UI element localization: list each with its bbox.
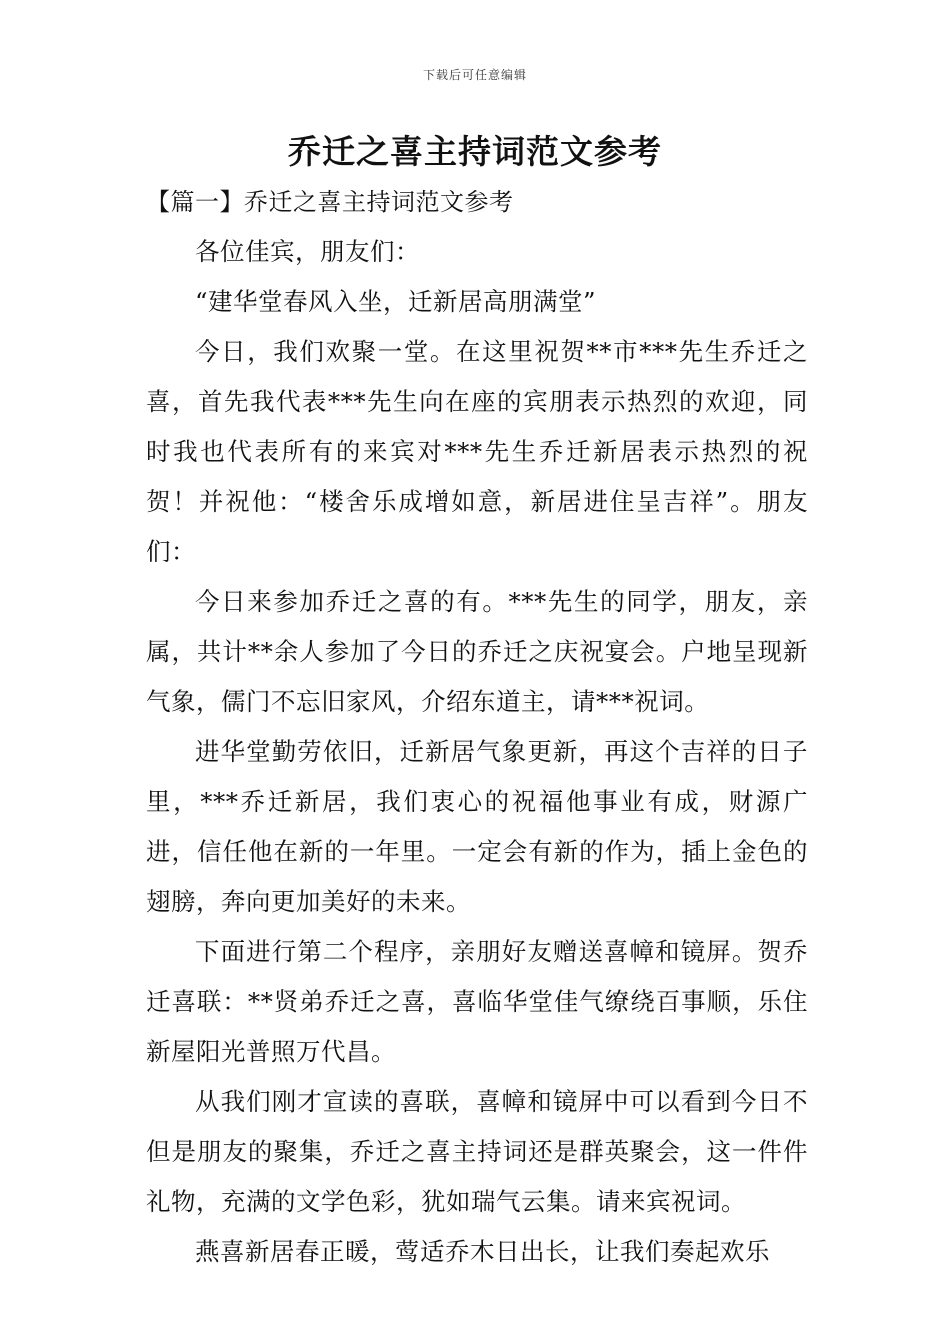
paragraph: 从我们刚才宣读的喜联，喜幛和镜屏中可以看到今日不但是朋友的聚集，乔迁之喜主持词还是群英聚会，这一件件礼物，充满的文学色彩，犹如瑞气云集。请来宾祝词。 — [146, 1087, 808, 1216]
paragraph: 今日来参加乔迁之喜的有。***先生的同学，朋友，亲属，共计**余人参加了今日的乔迁之庆祝宴会。户地呈现新气象，儒门不忘旧家风，介绍东道主，请***祝词。 — [146, 587, 808, 716]
paragraph: 今日，我们欢聚一堂。在这里祝贺**市***先生乔迁之喜，首先我代表***先生向在座的宾朋表示热烈的欢迎，同时我也代表所有的来宾对***先生乔迁新居表示热烈的祝贺！并祝他：“楼舍乐成增如意，新居进住呈吉祥”。朋友们： — [146, 337, 808, 566]
paragraph: 燕喜新居春正暖，莺适乔木日出长，让我们奏起欢乐 — [195, 1237, 770, 1266]
paragraph: “建华堂春风入坐，迁新居高朋满堂” — [195, 287, 597, 316]
header-note: 下载后可任意编辑 — [422, 68, 527, 82]
paragraph: 进华堂勤劳依旧，迁新居气象更新，再这个吉祥的日子里，***乔迁新居，我们衷心的祝福他事业有成，财源广进，信任他在新的一年里。一定会有新的作为，插上金色的翅膀，奔向更加美好的未来。 — [146, 737, 808, 916]
document-title: 乔迁之喜主持词范文参考 — [288, 132, 662, 171]
section-heading: 【篇一】乔迁之喜主持词范文参考 — [146, 188, 514, 216]
paragraph: 各位佳宾，朋友们： — [195, 237, 420, 266]
document-body — [146, 227, 808, 1277]
paragraph: 下面进行第二个程序，亲朋好友赠送喜幛和镜屏。贺乔迁喜联：**贤弟乔迁之喜，喜临华堂佳气缭绕百事顺，乐住新屋阳光普照万代昌。 — [146, 937, 808, 1066]
